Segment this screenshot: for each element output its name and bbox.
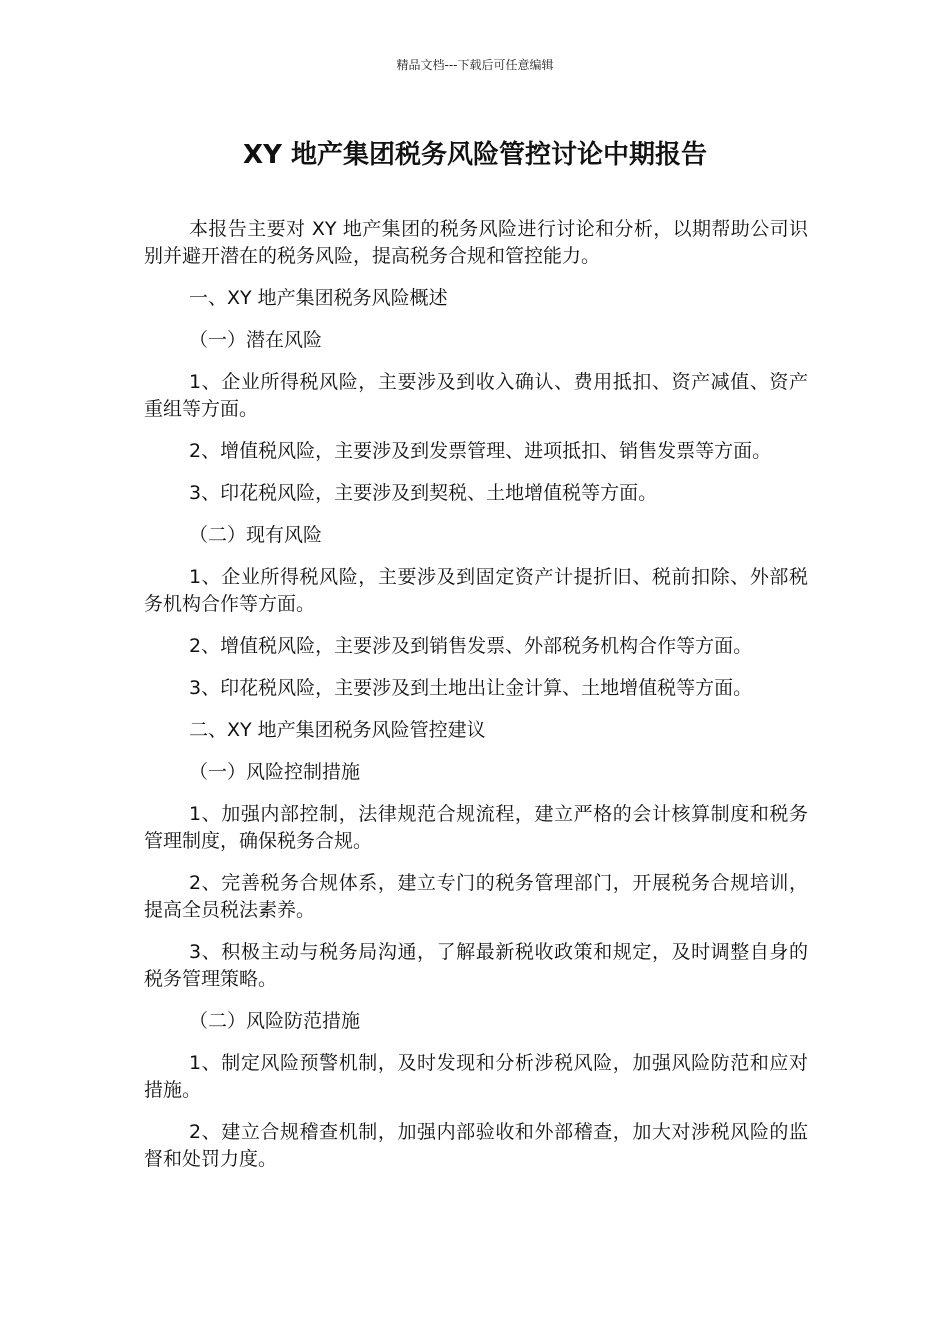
body-paragraph: 2、完善税务合规体系，建立专门的税务管理部门，开展税务合规培训，提高全员税法素养。: [144, 872, 808, 921]
body-paragraph: 1、制定风险预警机制，及时发现和分析涉税风险，加强风险防范和应对措施。: [144, 1052, 808, 1101]
body-paragraph: 1、加强内部控制，法律规范合规流程，建立严格的会计核算制度和税务管理制度，确保税务合规。: [144, 803, 808, 852]
section-heading: 一、XY 地产集团税务风险概述: [189, 287, 448, 309]
body-paragraph: 2、增值税风险，主要涉及到销售发票、外部税务机构合作等方面。: [189, 635, 753, 657]
body-paragraph: 2、建立合规稽查机制，加强内部验收和外部稽查，加大对涉税风险的监督和处罚力度。: [144, 1121, 808, 1170]
body-paragraph: 3、印花税风险，主要涉及到契税、土地增值税等方面。: [189, 482, 658, 504]
subsection-heading: （一）潜在风险: [189, 329, 323, 351]
document-title: XY 地产集团税务风险管控讨论中期报告: [243, 140, 707, 170]
subsection-heading: （二）风险防范措施: [189, 1010, 361, 1032]
body-paragraph: 2、增值税风险，主要涉及到发票管理、进项抵扣、销售发票等方面。: [189, 440, 772, 462]
section-heading: 二、XY 地产集团税务风险管控建议: [189, 719, 486, 741]
subsection-heading: （一）风险控制措施: [189, 761, 361, 783]
intro-paragraph: 本报告主要对 XY 地产集团的税务风险进行讨论和分析，以期帮助公司识别并避开潜在的税务风险，提高税务合规和管控能力。: [144, 218, 808, 267]
body-paragraph: 3、积极主动与税务局沟通，了解最新税收政策和规定，及时调整自身的税务管理策略。: [144, 941, 808, 990]
subsection-heading: （二）现有风险: [189, 524, 323, 546]
document-body: [144, 216, 808, 1188]
body-paragraph: 3、印花税风险，主要涉及到土地出让金计算、土地增值税等方面。: [189, 677, 753, 699]
body-paragraph: 1、企业所得税风险，主要涉及到收入确认、费用抵扣、资产减值、资产重组等方面。: [144, 371, 808, 420]
body-paragraph: 1、企业所得税风险，主要涉及到固定资产计提折旧、税前扣除、外部税务机构合作等方面。: [144, 566, 808, 615]
header-note: 精品文档---下载后可任意编辑: [396, 58, 554, 72]
